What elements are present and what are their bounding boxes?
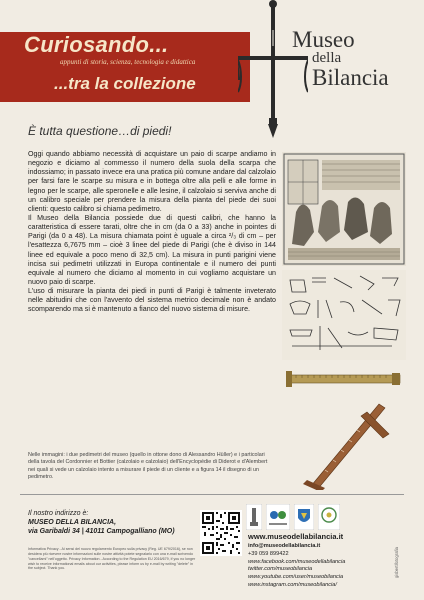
- phone-number: +39 059 899422: [248, 550, 289, 557]
- shoemaker-tools-engraving: [282, 270, 406, 360]
- brass-pedometer-photo: [282, 365, 406, 393]
- contact-block: [248, 532, 345, 590]
- youtube-link[interactable]: www.youtube.com/user/museobilancia: [248, 574, 344, 581]
- address-block: Il nostro indirizzo è: MUSEO DELLA BILANCIA, via Garibaldi 34 | 41011 Campogalliano (MO): [28, 510, 175, 535]
- image-caption: Nelle immagini: i due pedimetri del museo (quello in ottone dono di Alessandro Hüller) e i particolari della tavola del Cordonnier et Bottier (calzolaio e calzolaio) dell'Encyclopédie di Diderot e d'Alembert nei quali si vede un calzolaio intento a misurare il piede di un cliente e a figura 14 il disegno di un pedimetro.: [28, 452, 268, 480]
- partner-logos: [246, 504, 342, 530]
- collection-title: ...tra la collezione: [54, 74, 196, 93]
- website-link[interactable]: www.museodellabilancia.it: [248, 532, 344, 541]
- paragraph: Il Museo della Bilancia possiede due di questi calibri, che hanno la caratteristica di essere tarati, oltre che in cm (da 0 a 33) anche in pointes di Parigi (da 0 a 48). La misura chiamata point è uguale a circa ²/₃ di cm – per l'esattezza 6,7675 mm – cioè 3 linee del piede di Parigi (che è diviso in 144 linee ed equivale a poco meno di 32,5 cm). La misura in punti parigini viene incisa sui pedimetri utilizzati in Europa continentale e il numero dei punti equivale al numero che diciamo al momento in cui vogliamo acquistare un nuovo paio di scarpe.: [28, 213, 276, 286]
- paragraph: L'uso di misurare la pianta dei piedi in punti di Parigi è talmente inveterato nelle abitudini che con l'avvento del sistema metrico decimale non è andato scomparendo ma si è mantenuto a fianco del nuovo sistema di misure.: [28, 287, 276, 314]
- facebook-link[interactable]: www.facebook.com/museodellabilancia: [248, 558, 346, 565]
- privacy-notice: Informativa Privacy - Ai sensi del nuovo regolamento Europeo sulla privacy (Reg. UE 679/2016), se non desidera più ricevere nostre informazioni sulle nostre attività potete segnalarlo con una e-mail scrivendo "cancellami" nell'oggetto. Privacy Information - According to the Regulation EU 2016/679, if you no longer wish to receive informational emails about our activities, please inform us by e-mail by writing "delete" in the subject. Thank you.: [28, 547, 196, 571]
- municipality-crest-icon: [294, 504, 314, 530]
- twitter-link[interactable]: twitter.com/museobilancia: [248, 566, 313, 573]
- wooden-pedometer-photo: [285, 394, 405, 490]
- email-link[interactable]: info@museodellabilancia.it: [248, 542, 321, 549]
- article-heading: È tutta questione…di piedi!: [28, 124, 172, 138]
- photo-credit: gisbertifotografia: [394, 547, 399, 578]
- museum-logo: Museo della Bilancia: [292, 27, 389, 90]
- instagram-link[interactable]: www.instagram.com/museobilancia/: [248, 582, 337, 589]
- article-body: [28, 150, 276, 315]
- tower-logo-icon: [246, 504, 262, 530]
- museum-network-logo-icon: [318, 504, 340, 530]
- footer-divider: [20, 494, 404, 495]
- title: Curiosando...: [24, 32, 169, 57]
- regional-logo-icon: [266, 504, 290, 530]
- qr-code-icon[interactable]: [200, 510, 242, 556]
- paragraph: Oggi quando abbiamo necessità di acquistare un paio di scarpe andiamo in negozio e diciamo al commesso il numero della suola della scarpa che indossiamo; in passato invece era una pratica più comune andare dal calzolaio per farsi fare le scarpe su misura e in bottega oltre alla pelli e alle forme in legno per le scarpe, alle speronelle e alle lesine, il calzolaio si serviva anche di un calibro speciale per prendere la misura della pianta del piede dei suoi clienti: questo calibro si chiama pedimetro.: [28, 150, 276, 213]
- header: [0, 0, 424, 112]
- shoemaker-workshop-engraving: [282, 152, 406, 266]
- subtitle: appunti di storia, scienza, tecnologia e didattica: [60, 58, 196, 66]
